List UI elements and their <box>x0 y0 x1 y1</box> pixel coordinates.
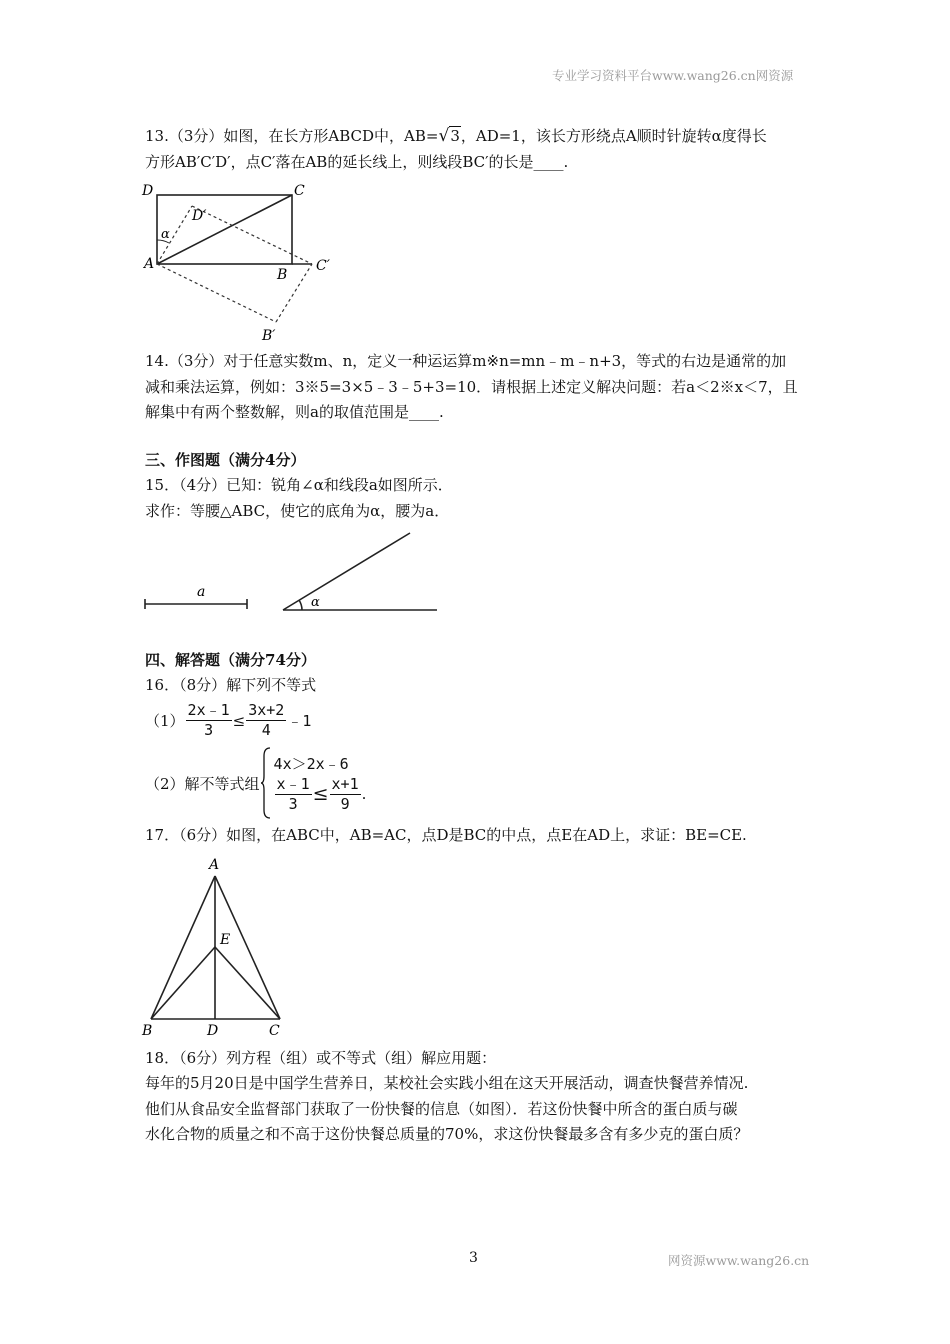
frac-denominator: 3 <box>204 721 214 739</box>
q17-label-b: B <box>142 1023 153 1039</box>
angle-arc <box>299 600 302 610</box>
q16-p2-tail: . <box>361 785 367 803</box>
q18-line1: 18．（6分）列方程（组）或不等式（组）解应用题： <box>145 1049 497 1067</box>
frac-numerator: 3x+2 <box>248 701 285 719</box>
q16-p2-relation: ≤ <box>312 783 329 805</box>
q13-label-b: B <box>277 267 288 283</box>
frac-numerator: x﹣1 <box>276 774 310 793</box>
q13-line1 <box>145 126 767 146</box>
header-watermark: 专业学习资料平台www.wang26.cn网资源 <box>552 68 794 83</box>
q16-p2-fraction-right <box>330 775 361 814</box>
q16-p1-fraction-right <box>246 701 286 740</box>
q16-part1 <box>145 701 311 740</box>
inequality-system <box>274 753 367 814</box>
q13-label-d-prime: D′ <box>192 208 207 224</box>
q14-line3: 解集中有两个整数解，则a的取值范围是____. <box>145 403 444 421</box>
q18-line3: 他们从食品安全监督部门获取了一份快餐的信息（如图）．若这份快餐中所含的蛋白质与碳 <box>145 1100 738 1118</box>
q17-label-d: D <box>207 1023 219 1039</box>
frac-numerator: 2x﹣1 <box>187 701 230 719</box>
q18-line4: 水化合物的质量之和不高于这份快餐总质量的70%，求这份快餐最多含有多少克的蛋白质？ <box>145 1125 749 1143</box>
side-ab <box>151 876 215 1019</box>
frac-denominator: 3 <box>288 794 298 813</box>
segment-label-a: a <box>197 584 206 600</box>
page-number: 3 <box>469 1250 478 1266</box>
q17-line1: 17．（6分）如图，在ABC中，AB=AC，点D是BC的中点，点E在AD上，求证：BE=CE. <box>145 826 747 844</box>
q16-p2-label: （2）解不等式组 <box>145 774 260 793</box>
q16-p1-fraction-left <box>186 701 232 740</box>
q16-p1-tail: ﹣1 <box>287 712 312 730</box>
q13-label-b-prime: B′ <box>262 328 276 344</box>
dashed-ab-prime <box>157 264 276 322</box>
q16-line1: 16．（8分）解下列不等式 <box>145 676 317 694</box>
q16-part2 <box>145 746 366 820</box>
segment-be <box>151 947 215 1019</box>
q13-label-c-prime: C′ <box>316 258 330 274</box>
frac-denominator: 9 <box>340 794 350 813</box>
sqrt-radicand: 3 <box>450 127 460 145</box>
system-row-1: 4x＞2x﹣6 <box>273 754 349 773</box>
q16-p1-relation: ≤ <box>232 711 246 730</box>
q15-line2: 求作：等腰△ABC，使它的底角为α，腰为a． <box>145 502 450 520</box>
q13-rectangle-figure <box>140 180 350 345</box>
q13-label-alpha: α <box>161 227 170 242</box>
diagonal-ac <box>157 195 292 264</box>
left-brace-icon <box>260 746 272 820</box>
q15-line1: 15．（4分）已知：锐角∠α和线段a如图所示． <box>145 476 453 494</box>
q13-text-b: ，AD=1，该长方形绕点A顺时针旋转α度得长 <box>460 127 767 145</box>
q17-label-c: C <box>269 1023 280 1039</box>
section4-title: 四、解答题（满分74分） <box>145 651 316 669</box>
footer-watermark: 网资源www.wang26.cn <box>668 1253 810 1268</box>
q16-p2-fraction-left <box>275 775 312 814</box>
q16-p1-label: （1） <box>145 712 185 730</box>
q13-label-d: D <box>142 183 154 199</box>
segment-ce <box>215 947 280 1019</box>
section3-title: 三、作图题（满分4分） <box>145 451 306 469</box>
frac-numerator: x+1 <box>331 774 359 793</box>
angle-slanted-ray <box>283 533 410 610</box>
q13-label-a: A <box>144 256 155 272</box>
q14-line2: 减和乘法运算，例如：3※5=3×5﹣3﹣5+3=10．请根据上述定义解决问题：若a＜2※x＜7，且 <box>145 378 798 396</box>
q17-label-e: E <box>220 932 231 948</box>
q14-line1: 14.（3分）对于任意实数m、n，定义一种运运算m※n=mn﹣m﹣n+3，等式的右边是通常的加 <box>145 352 787 370</box>
q15-construction-figure <box>140 528 450 620</box>
system-row-2 <box>274 775 367 814</box>
q17-label-a: A <box>209 857 220 873</box>
angle-label-alpha: α <box>311 595 320 610</box>
q17-triangle-figure <box>140 852 290 1040</box>
q18-line2: 每年的5月20日是中国学生营养日，某校社会实践小组在这天开展活动，调查快餐营养情况. <box>145 1074 749 1092</box>
q13-label-c: C <box>294 183 305 199</box>
q13-line2: 方形AB′C′D′，点C′落在AB的延长线上，则线段BC′的长是____. <box>145 153 569 171</box>
frac-denominator: 4 <box>261 721 271 739</box>
sqrt-three: √3 <box>438 126 460 146</box>
q13-text-a: 13.（3分）如图，在长方形ABCD中，AB= <box>145 127 439 145</box>
